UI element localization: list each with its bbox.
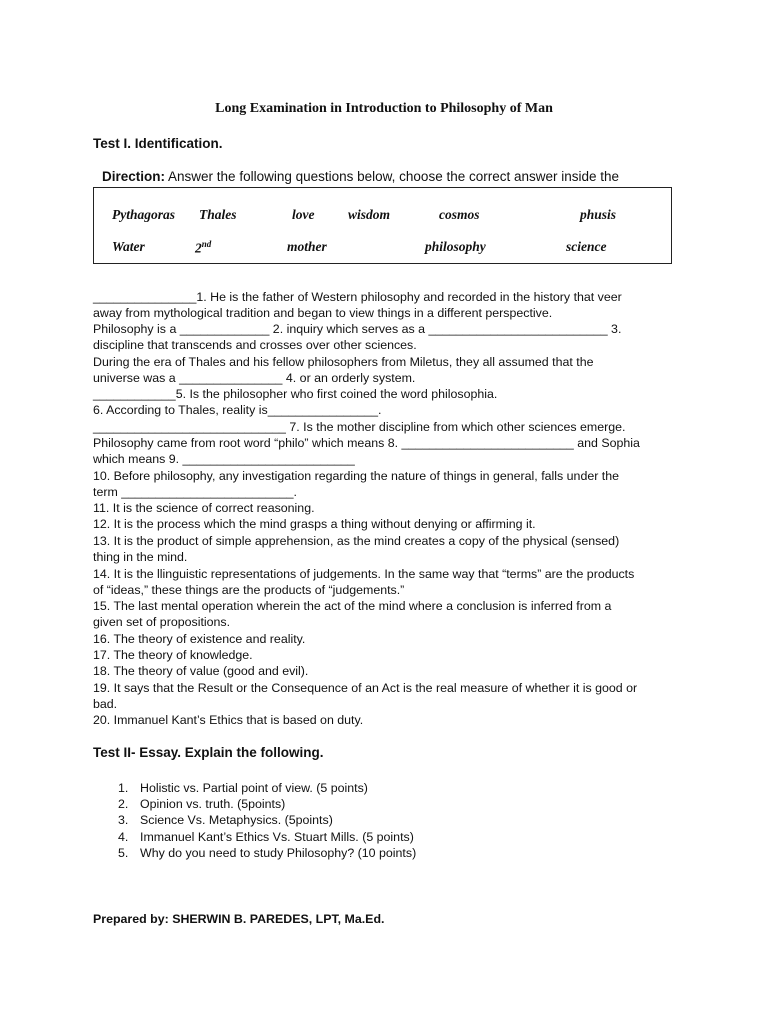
choice-wisdom: wisdom — [348, 207, 391, 222]
essay-item — [118, 846, 416, 860]
question-line: 16. The theory of existence and reality. — [93, 632, 306, 646]
prepared-by: Prepared by: SHERWIN B. PAREDES, LPT, Ma.Ed. — [93, 912, 385, 926]
essay-number: 2. — [118, 797, 129, 811]
test2-heading: Test II- Essay. Explain the following. — [93, 745, 324, 760]
question-line: 13. It is the product of simple apprehension, as the mind creates a copy of the physical (sensed) — [93, 534, 620, 548]
question-line: Philosophy is a _____________ 2. inquiry which serves as a __________________________ 3. — [93, 322, 622, 336]
direction-label: Direction: — [102, 169, 166, 184]
essay-text: Opinion vs. truth. (5points) — [140, 797, 286, 811]
question-line: bad. — [93, 697, 118, 711]
question-line: 6. According to Thales, reality is________________. — [93, 403, 382, 417]
question-line: 17. The theory of knowledge. — [93, 648, 253, 662]
essay-text: Holistic vs. Partial point of view. (5 points) — [140, 781, 368, 795]
choice-phusis: phusis — [580, 207, 617, 222]
question-line: 11. It is the science of correct reasoning. — [93, 501, 315, 515]
question-line: of “ideas,” these things are the products of “judgements.” — [93, 583, 405, 597]
question-line: 12. It is the process which the mind grasps a thing without denying or affirming it. — [93, 517, 536, 531]
essay-text: Immanuel Kant’s Ethics Vs. Stuart Mills. (5 points) — [140, 830, 414, 844]
choice-2nd-base: 2 — [195, 240, 202, 256]
question-line: discipline that transcends and crosses over other sciences. — [93, 338, 417, 352]
choice-cosmos: cosmos — [439, 207, 480, 222]
choice-thales: Thales — [199, 207, 237, 222]
question-line: ____________5. Is the philosopher who first coined the word philosophia. — [93, 387, 498, 401]
essay-text: Why do you need to study Philosophy? (10 points) — [140, 846, 417, 860]
question-line: 14. It is the llinguistic representations of judgements. In the same way that “terms” are the products — [93, 567, 635, 581]
question-line: Philosophy came from root word “philo” which means 8. _________________________ and Sophia — [93, 436, 640, 450]
question-line: term _________________________. — [93, 485, 297, 499]
question-line: 10. Before philosophy, any investigation regarding the nature of things in general, falls under the — [93, 469, 620, 483]
question-line: ____________________________ 7. Is the mother discipline from which other sciences emerge. — [93, 420, 626, 434]
choice-2nd — [195, 239, 211, 257]
test1-heading: Test I. Identification. — [93, 136, 223, 151]
question-line: thing in the mind. — [93, 550, 188, 564]
essay-item — [118, 830, 414, 844]
question-line: 18. The theory of value (good and evil). — [93, 664, 309, 678]
choice-water: Water — [112, 239, 145, 254]
direction-line — [102, 169, 619, 184]
choice-2nd-suffix: nd — [201, 239, 212, 249]
essay-number: 1. — [118, 781, 129, 795]
question-line: 19. It says that the Result or the Consequence of an Act is the real measure of whether it is good or — [93, 681, 638, 695]
essay-item — [118, 797, 285, 811]
essay-item — [118, 813, 333, 827]
essay-number: 3. — [118, 813, 129, 827]
essay-text: Science Vs. Metaphysics. (5points) — [140, 813, 333, 827]
essay-item — [118, 781, 368, 795]
question-line: During the era of Thales and his fellow philosophers from Miletus, they all assumed that the — [93, 355, 594, 369]
choice-pythagoras: Pythagoras — [112, 207, 176, 222]
question-line: _______________1. He is the father of Western philosophy and recorded in the history that veer — [93, 290, 622, 304]
question-line: away from mythological tradition and began to view things in a different perspective. — [93, 306, 553, 320]
choices-box — [93, 187, 672, 264]
choice-philosophy: philosophy — [425, 239, 486, 254]
essay-number: 4. — [118, 830, 129, 844]
question-line: which means 9. _________________________ — [93, 452, 355, 466]
direction-text: Answer the following questions below, choose the correct answer inside the — [168, 169, 620, 184]
essay-number: 5. — [118, 846, 129, 860]
question-line: given set of propositions. — [93, 615, 231, 629]
question-line: 15. The last mental operation wherein the act of the mind where a conclusion is inferred from a — [93, 599, 612, 613]
page-title: Long Examination in Introduction to Philosophy of Man — [215, 101, 553, 116]
choice-science: science — [566, 239, 607, 254]
choice-love: love — [292, 207, 315, 222]
question-line: universe was a _______________ 4. or an orderly system. — [93, 371, 416, 385]
choice-mother: mother — [287, 239, 327, 254]
question-line: 20. Immanuel Kant’s Ethics that is based on duty. — [93, 713, 364, 727]
